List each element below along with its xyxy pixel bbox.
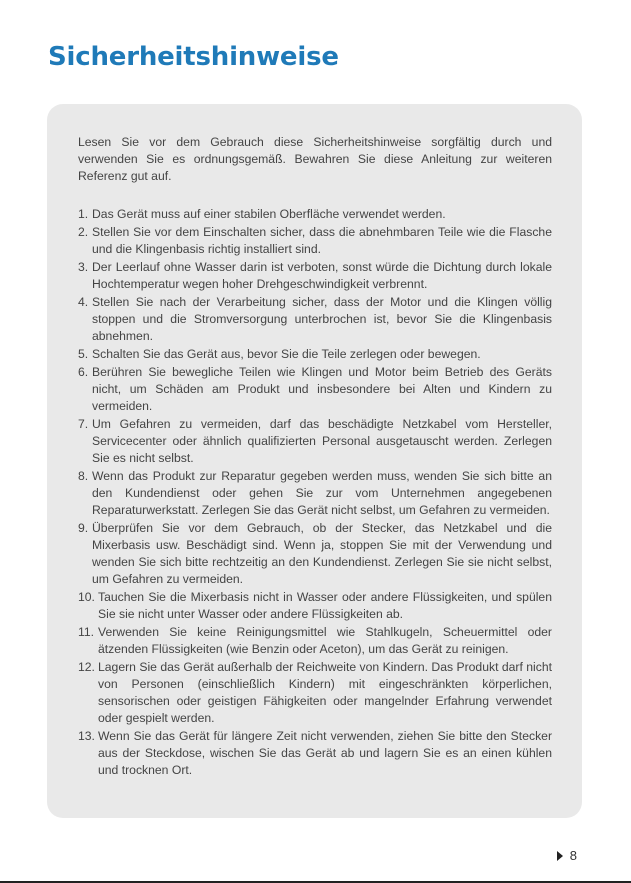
rule-number: 4.: [78, 295, 89, 309]
panel-content: [78, 134, 552, 780]
rule-number: 5.: [78, 347, 89, 361]
safety-rule-item: [78, 416, 552, 467]
safety-rule-item: [78, 294, 552, 345]
safety-rule-item: [78, 259, 552, 293]
page-title: Sicherheitshinweise: [48, 42, 339, 72]
safety-rules-list: [78, 206, 552, 779]
rule-number: 3.: [78, 260, 89, 274]
safety-rule-item: [78, 589, 552, 623]
page-footer: [557, 848, 577, 863]
rule-text: Schalten Sie das Gerät aus, bevor Sie die Teile zerlegen oder bewegen.: [92, 347, 481, 361]
rule-text: Das Gerät muss auf einer stabilen Oberfläche verwendet werden.: [92, 207, 446, 221]
rule-text: Berühren Sie bewegliche Teilen wie Klingen und Motor beim Betrieb des Geräts nicht, um Schäden am Produkt und insbesondere bei Alten und Kindern zu vermeiden.: [92, 365, 552, 413]
rule-text: Tauchen Sie die Mixerbasis nicht in Wasser oder andere Flüssigkeiten, und spülen Sie sie nicht unter Wasser oder andere Flüssigkeiten ab.: [98, 590, 552, 621]
safety-rule-item: [78, 364, 552, 415]
safety-rule-item: [78, 659, 552, 727]
rule-text: Lagern Sie das Gerät außerhalb der Reichweite von Kindern. Das Produkt darf nicht von Personen (einschließlich Kindern) mit eingeschränkten körperlichen, sensorischen oder geistigen Fähigkeiten oder mangelnder Erfahrung verwendet oder gespielt werden.: [98, 660, 552, 725]
safety-rule-item: [78, 346, 552, 363]
safety-rule-item: [78, 206, 552, 223]
rule-number: 1.: [78, 207, 89, 221]
rule-number: 10.: [78, 590, 95, 604]
triangle-right-icon: [557, 851, 563, 861]
rule-number: 13.: [78, 729, 95, 743]
rule-number: 2.: [78, 225, 89, 239]
safety-rule-item: [78, 728, 552, 779]
safety-rule-item: [78, 468, 552, 519]
safety-rule-item: [78, 624, 552, 658]
rule-number: 6.: [78, 365, 89, 379]
intro-paragraph: Lesen Sie vor dem Gebrauch diese Sicherheitshinweise sorgfältig durch und verwenden Sie es ordnungsgemäß. Bewahren Sie diese Anleitung zur weiteren Referenz gut auf.: [78, 135, 552, 183]
rule-text: Stellen Sie vor dem Einschalten sicher, dass die abnehmbaren Teile wie die Flasche und die Klingenbasis richtig installiert sind.: [92, 225, 552, 256]
rule-text: Der Leerlauf ohne Wasser darin ist verboten, sonst würde die Dichtung durch lokale Hochtemperatur wegen hoher Drehgeschwindigkeit verbrennt.: [92, 260, 552, 291]
page-number: 8: [569, 848, 577, 863]
rule-text: Um Gefahren zu vermeiden, darf das beschädigte Netzkabel vom Hersteller, Servicecenter oder ähnlich qualifizierten Personal ausgetauscht werden. Zerlegen Sie es nicht selbst.: [92, 417, 552, 465]
rule-number: 7.: [78, 417, 89, 431]
safety-rule-item: [78, 224, 552, 258]
rule-text: Stellen Sie nach der Verarbeitung sicher, dass der Motor und die Klingen völlig stoppen und die Stromversorgung unterbrochen ist, bevor Sie die Klingenbasis abnehmen.: [92, 295, 552, 343]
safety-instructions-panel: [47, 104, 582, 818]
rule-number: 9.: [78, 521, 89, 535]
safety-rule-item: [78, 520, 552, 588]
rule-number: 11.: [78, 625, 95, 639]
rule-text: Wenn Sie das Gerät für längere Zeit nicht verwenden, ziehen Sie bitte den Stecker aus der Steckdose, wischen Sie das Gerät ab und lagern Sie es an einen kühlen und trocknen Ort.: [98, 729, 552, 777]
rule-number: 12.: [78, 660, 95, 674]
rule-text: Wenn das Produkt zur Reparatur gegeben werden muss, wenden Sie sich bitte an den Kundendienst oder gehen Sie zur vom Unternehmen angegebenen Reparaturwerkstatt. Zerlegen Sie das Gerät nicht selbst, um Gefahren zu vermeiden.: [92, 469, 552, 517]
rule-number: 8.: [78, 469, 89, 483]
rule-text: Verwenden Sie keine Reinigungsmittel wie Stahlkugeln, Scheuermittel oder ätzenden Flüssigkeiten (wie Benzin oder Aceton), um das Gerät zu reinigen.: [98, 625, 552, 656]
rule-text: Überprüfen Sie vor dem Gebrauch, ob der Stecker, das Netzkabel und die Mixerbasis usw. Beschädigt sind. Wenn ja, stoppen Sie mit der Verwendung und wenden Sie sich bitte rechtzeitig an den Kundendienst. Zerlegen Sie sie nicht selbst, um Gefahren zu vermeiden.: [92, 521, 552, 586]
